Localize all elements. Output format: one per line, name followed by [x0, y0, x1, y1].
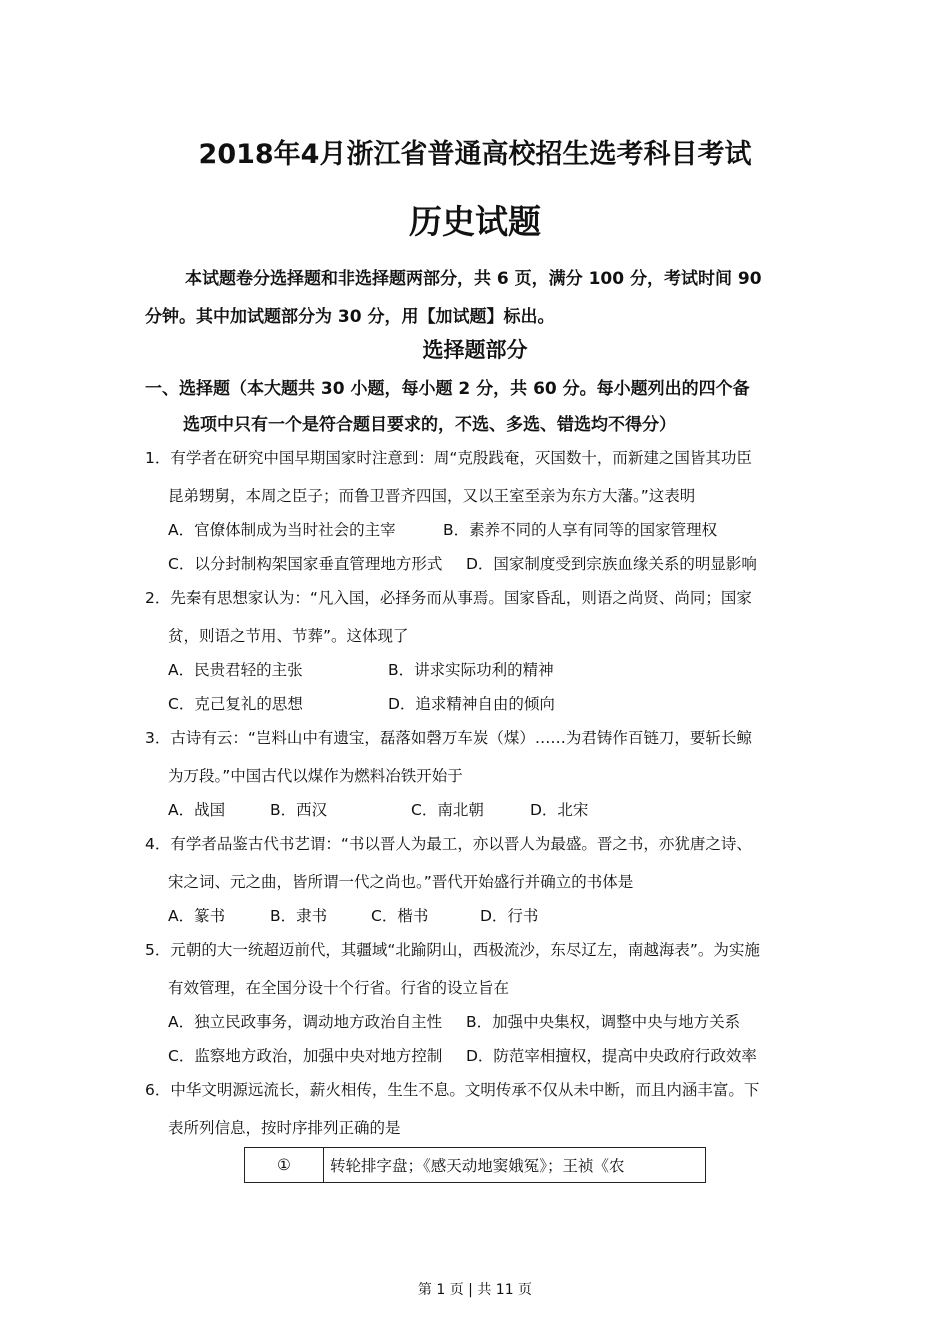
question-3-option-d: D．北宋	[530, 801, 589, 819]
intro-line-2: 分钟。其中加试题部分为 30 分，用【加试题】标出。	[145, 307, 555, 327]
question-6-line-2: 表所列信息，按时序排列正确的是	[168, 1119, 401, 1137]
question-4-line-2: 宋之词、元之曲，皆所谓一代之尚也。”晋代开始盛行并确立的书体是	[168, 873, 634, 891]
question-3-option-a: A．战国	[168, 801, 226, 819]
question-6-line-1: 6．中华文明源远流长，薪火相传，生生不息。文明传承不仅从未中断，而且内涵丰富。下	[145, 1081, 760, 1099]
question-2-line-1: 2．先秦有思想家认为：“凡入国，必择务而从事焉。国家昏乱，则语之尚贤、尚同；国家	[145, 589, 752, 607]
question-3-line-2: 为万段。”中国古代以煤作为燃料冶铁开始于	[168, 767, 463, 785]
part-heading-line-1: 一、选择题（本大题共 30 小题，每小题 2 分，共 60 分。每小题列出的四个备	[145, 379, 750, 399]
question-1-option-d: D．国家制度受到宗族血缘关系的明显影响	[466, 555, 757, 573]
question-1-line-2: 昆弟甥舅，本周之臣子；而鲁卫晋齐四国，又以王室至亲为东方大藩。”这表明	[168, 487, 696, 505]
question-4-option-c: C．楷书	[371, 907, 429, 925]
question-2-option-d: D．追求精神自由的倾向	[388, 695, 555, 713]
part-heading-line-2: 选项中只有一个是符合题目要求的，不选、多选、错选均不得分）	[183, 415, 676, 435]
question-2-option-a: A．民贵君轻的主张	[168, 661, 303, 679]
question-4-option-b: B．隶书	[270, 907, 328, 925]
question-5-option-c: C．监察地方政治，加强中央对地方控制	[168, 1047, 443, 1065]
question-5-option-b: B．加强中央集权，调整中央与地方关系	[466, 1013, 741, 1031]
question-2-option-c: C．克己复礼的思想	[168, 695, 303, 713]
question-5-option-a: A．独立民政事务，调动地方政治自主性	[168, 1013, 443, 1031]
question-1-option-c: C．以分封制构架国家垂直管理地方形式	[168, 555, 443, 573]
intro-line-1: 本试题卷分选择题和非选择题两部分，共 6 页，满分 100 分，考试时间 90	[185, 269, 762, 289]
question-5-line-1: 5．元朝的大一统超迈前代，其疆域“北踰阴山，西极流沙，东尽辽左，南越海表”。为实施	[145, 941, 760, 959]
question-3-line-1: 3．古诗有云：“岂料山中有遗宝，磊落如磬万车炭（煤）……为君铸作百链刀，要斩长鲸	[145, 729, 752, 747]
question-4-line-1: 4．有学者品鉴古代书艺谓：“书以晋人为最工，亦以晋人为最盛。晋之书，亦犹唐之诗、	[145, 835, 752, 853]
question-5-option-d: D．防范宰相擅权，提高中央政府行政效率	[466, 1047, 757, 1065]
question-4-option-a: A．篆书	[168, 907, 226, 925]
question-1-line-1: 1．有学者在研究中国早期国家时注意到：周“克殷践奄，灭国数十，而新建之国皆其功臣	[145, 449, 752, 467]
question-6-table	[244, 1147, 706, 1183]
question-5-line-2: 有效管理，在全国分设十个行省。行省的设立旨在	[168, 979, 510, 997]
table-cell-content: 转轮排字盘；《感天动地窦娥冤》；王祯《农	[324, 1148, 706, 1183]
question-3-option-c: C．南北朝	[411, 801, 484, 819]
question-1-option-a: A．官僚体制成为当时社会的主宰	[168, 521, 396, 539]
section-title: 选择题部分	[422, 338, 528, 362]
exam-subtitle: 历史试题	[409, 202, 541, 241]
exam-title: 2018年4月浙江省普通高校招生选考科目考试	[198, 139, 752, 170]
question-1-option-b: B．素养不同的人享有同等的国家管理权	[443, 521, 718, 539]
table-row	[245, 1148, 706, 1183]
question-4-option-d: D．行书	[480, 907, 539, 925]
question-2-option-b: B．讲求实际功利的精神	[388, 661, 554, 679]
question-3-option-b: B．西汉	[270, 801, 328, 819]
question-2-line-2: 贫，则语之节用、节葬”。这体现了	[168, 627, 409, 645]
page-footer: 第 1 页 | 共 11 页	[417, 1282, 533, 1298]
table-cell-index: ①	[245, 1148, 324, 1183]
